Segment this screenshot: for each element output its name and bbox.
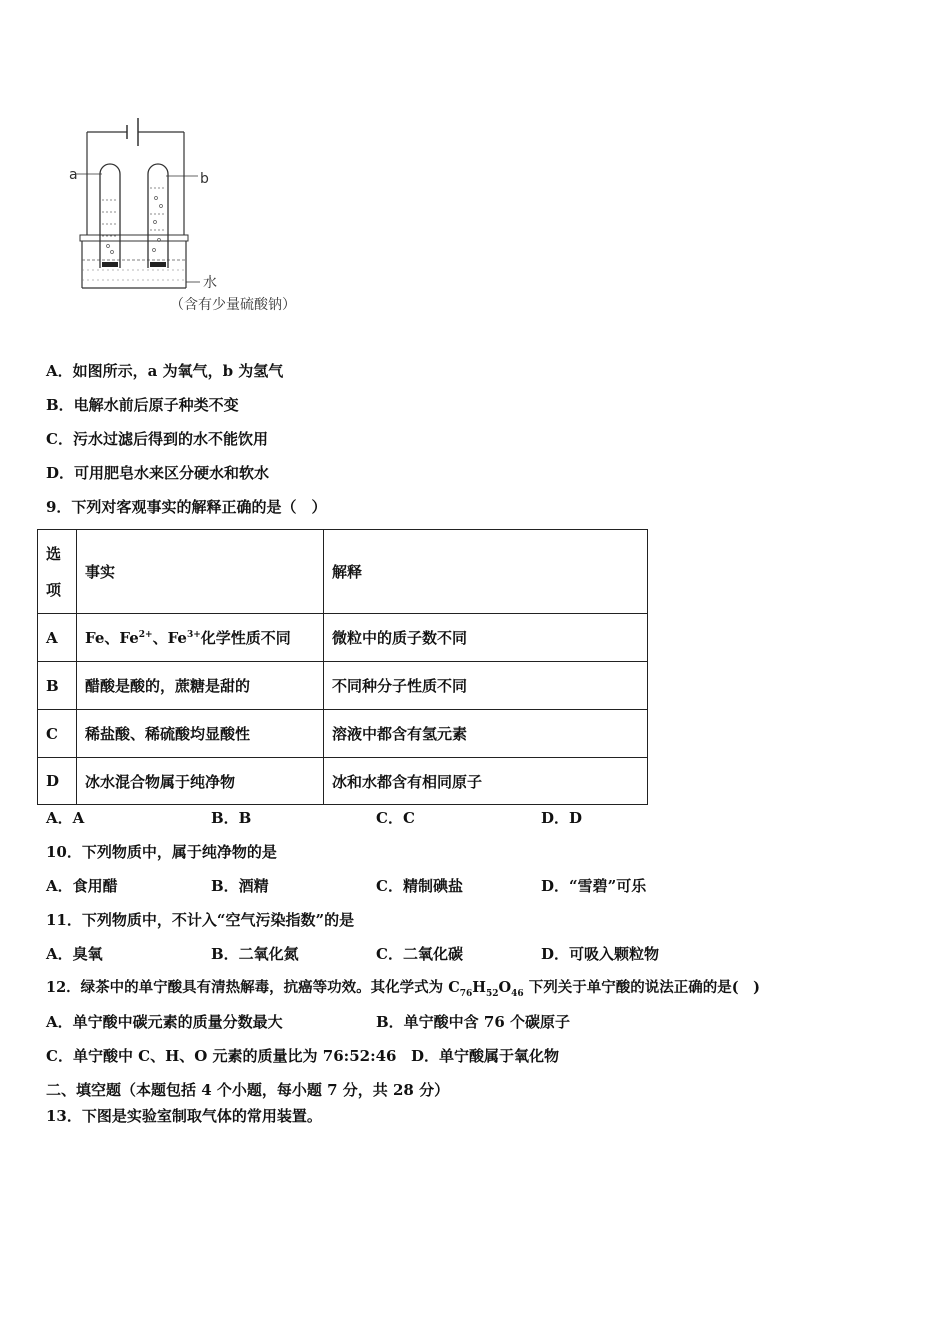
row-option: B [38,662,77,710]
table-row [38,758,648,805]
row-option: D [38,758,77,805]
q10-option-d: D．“雪碧”可乐 [541,877,647,895]
header-explanation: 解释 [324,530,648,614]
q11-option-d: D．可吸入颗粒物 [541,945,660,963]
q13-stem: 13．下图是实验室制取气体的常用装置。 [46,1107,322,1125]
row-option: A [38,614,77,662]
electrolysis-figure [66,112,336,317]
header-option: 选项 [38,530,77,614]
q8-option-c: C．污水过滤后得到的水不能饮用 [46,430,268,448]
q8-option-b: B．电解水前后原子种类不变 [46,396,239,414]
q9-option-d: D．D [541,809,583,827]
q12-option-c: C．单宁酸中 C、H、O 元素的质量比为 76:52:46 [46,1047,397,1065]
row-explanation: 冰和水都含有相同原子 [324,758,648,805]
label-b: b [200,171,209,187]
q9-table [37,529,648,805]
q12-option-a: A．单宁酸中碳元素的质量分数最大 [46,1013,283,1031]
table-row [38,710,648,758]
q9-stem: 9．下列对客观事实的解释正确的是（ ） [46,498,327,516]
q10-option-b: B．酒精 [211,877,269,895]
section2-heading: 二、填空题（本题包括 4 个小题，每小题 7 分，共 28 分） [46,1081,450,1099]
q12-option-d: D．单宁酸属于氧化物 [411,1047,560,1065]
row-explanation: 不同种分子性质不同 [324,662,648,710]
row-fact: 冰水混合物属于纯净物 [77,758,324,805]
q11-stem: 11．下列物质中，不计入“空气污染指数”的是 [46,911,355,929]
q9-option-b: B．B [211,809,252,827]
table-header-row [38,530,648,614]
q8-option-a: A．如图所示，a 为氧气，b 为氢气 [46,362,284,380]
row-option: C [38,710,77,758]
q10-stem: 10．下列物质中，属于纯净物的是 [46,843,277,861]
label-a: a [69,167,78,183]
row-explanation: 微粒中的质子数不同 [324,614,648,662]
row-fact: Fe、$Fe^{2+}$、$Fe^{3+}$化学性质不同 [77,614,324,662]
q11-option-b: B．二氧化氮 [211,945,299,963]
row-fact: 稀盐酸、稀硫酸均显酸性 [77,710,324,758]
q11-option-c: C．二氧化碳 [376,945,463,963]
q12-option-b: B．单宁酸中含 76 个碳原子 [376,1013,570,1031]
header-fact: 事实 [77,530,324,614]
row-explanation: 溶液中都含有氢元素 [324,710,648,758]
q9-option-a: A．A [46,809,85,827]
q8-option-d: D．可用肥皂水来区分硬水和软水 [46,464,270,482]
q10-option-c: C．精制碘盐 [376,877,463,895]
q10-option-a: A．食用醋 [46,877,118,895]
q11-option-a: A．臭氧 [46,945,103,963]
figure-caption: （含有少量硫酸钠） [170,297,296,313]
table-row [38,614,648,662]
row-fact: 醋酸是酸的，蔗糖是甜的 [77,662,324,710]
q9-option-c: C．C [376,809,415,827]
table-row [38,662,648,710]
q12-stem: 12．绿茶中的单宁酸具有清热解毒，抗癌等功效。其化学式为 $C_{76}H_{52}O_{46}$ 下列关于单宁酸的说法正确的是( ) [46,979,760,999]
label-water: 水 [203,275,217,291]
